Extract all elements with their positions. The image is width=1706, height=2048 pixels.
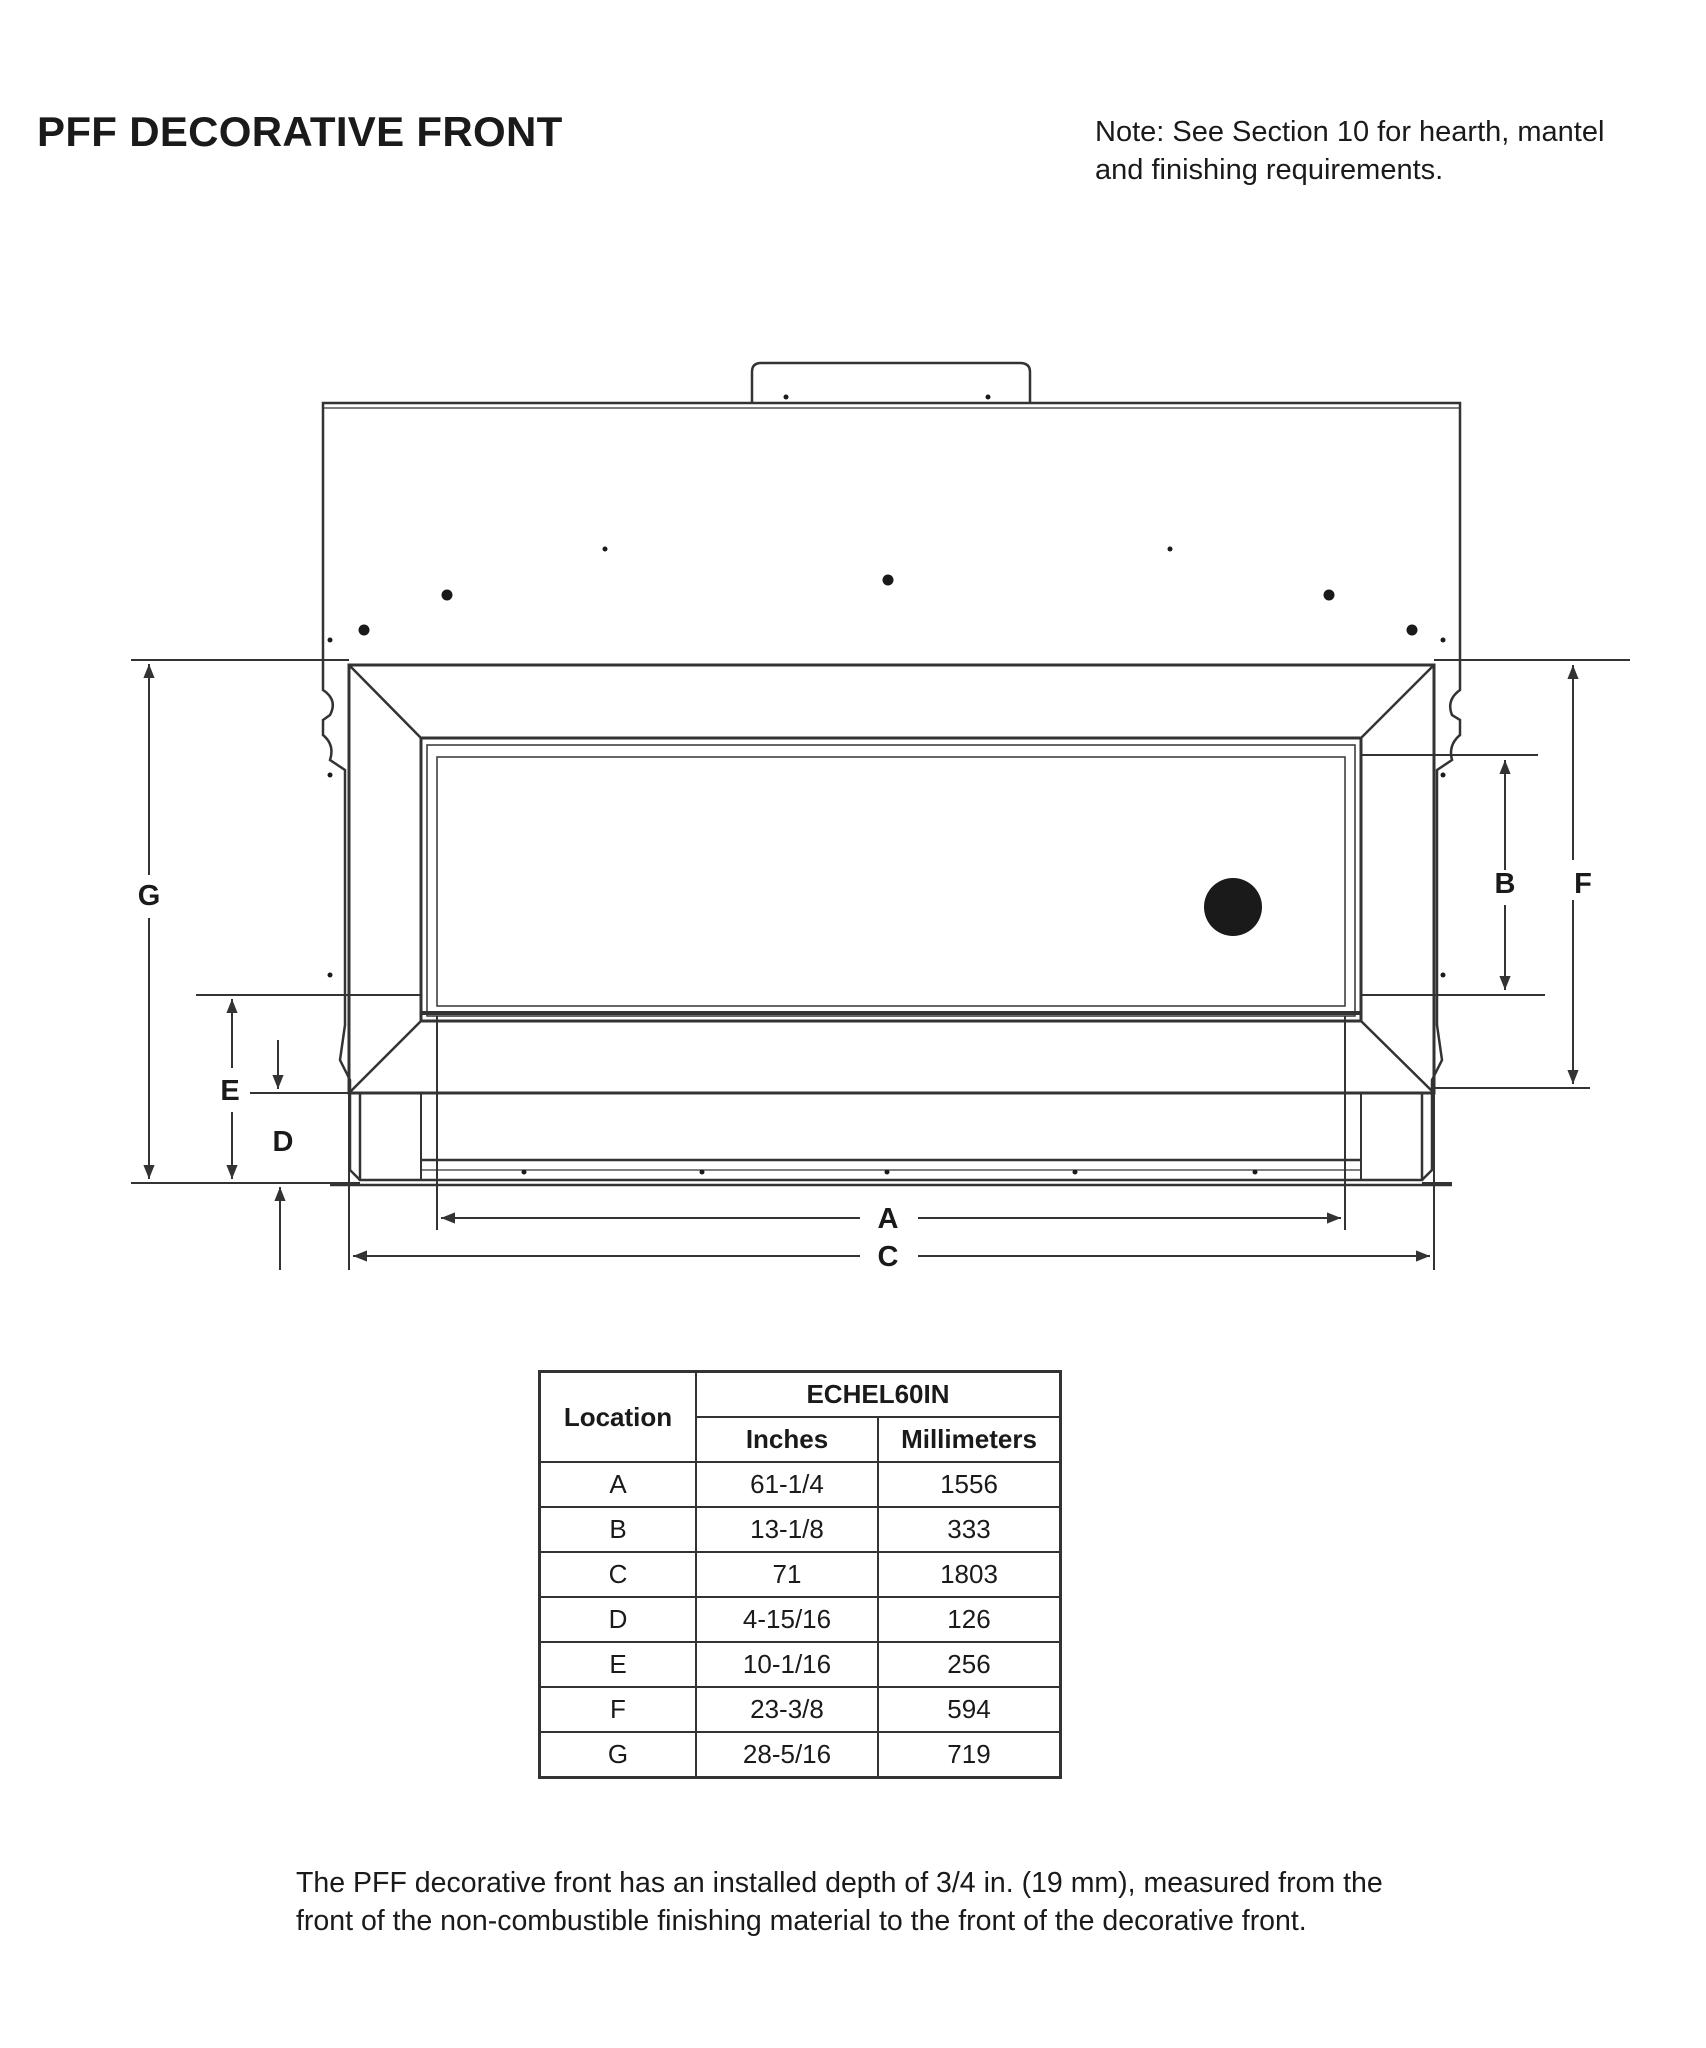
model-header: ECHEL60IN: [696, 1372, 1061, 1418]
dim-label-f: F: [1574, 868, 1592, 900]
inches-cell: 4-15/16: [696, 1597, 878, 1642]
location-cell: F: [540, 1687, 697, 1732]
pilot-burner-dot: [1204, 878, 1262, 936]
millimeters-header: Millimeters: [878, 1417, 1061, 1462]
dim-label-b: B: [1494, 868, 1516, 900]
location-cell: E: [540, 1642, 697, 1687]
dim-label-g: G: [137, 880, 161, 912]
note-line-1: Note: See Section 10 for hearth, mantel: [1095, 116, 1605, 148]
glass-outline: [427, 745, 1355, 1016]
glass-inner: [437, 757, 1345, 1006]
inches-header: Inches: [696, 1417, 878, 1462]
front-base: [360, 1093, 1422, 1180]
dim-label-a: A: [877, 1203, 899, 1235]
left-side-bracket: [323, 660, 360, 1180]
table-row: [540, 1687, 1061, 1732]
right-side-bracket: [1422, 660, 1460, 1180]
footer-line-2: front of the non-combustible finishing material to the front of the decorative front.: [296, 1905, 1307, 1937]
dim-label-d: D: [272, 1126, 294, 1158]
location-cell: D: [540, 1597, 697, 1642]
note-line-2: and finishing requirements.: [1095, 154, 1444, 186]
footer-line-1: The PFF decorative front has an installed depth of 3/4 in. (19 mm), measured from the: [296, 1867, 1383, 1899]
mm-cell: 1556: [878, 1462, 1061, 1507]
inches-cell: 28-5/16: [696, 1732, 878, 1778]
location-cell: G: [540, 1732, 697, 1778]
inches-cell: 23-3/8: [696, 1687, 878, 1732]
inches-cell: 10-1/16: [696, 1642, 878, 1687]
firebox-body: [323, 403, 1460, 660]
base-panel: [421, 1093, 1361, 1180]
dim-label-e: E: [220, 1075, 240, 1107]
location-cell: C: [540, 1552, 697, 1597]
decorative-front-outer: [349, 665, 1434, 1093]
decorative-front-opening: [421, 738, 1361, 1021]
table-row: [540, 1552, 1061, 1597]
inches-cell: 13-1/8: [696, 1507, 878, 1552]
page-title: PFF DECORATIVE FRONT: [37, 108, 563, 155]
dimensions-table: [538, 1370, 1062, 1779]
mm-cell: 594: [878, 1687, 1061, 1732]
inches-cell: 61-1/4: [696, 1462, 878, 1507]
mm-cell: 1803: [878, 1552, 1061, 1597]
mm-cell: 719: [878, 1732, 1061, 1778]
table-row: [540, 1732, 1061, 1778]
table-row: [540, 1507, 1061, 1552]
location-cell: B: [540, 1507, 697, 1552]
table-row: [540, 1642, 1061, 1687]
dim-label-c: C: [877, 1241, 899, 1273]
mm-cell: 333: [878, 1507, 1061, 1552]
table-row: [540, 1597, 1061, 1642]
mm-cell: 256: [878, 1642, 1061, 1687]
mm-cell: 126: [878, 1597, 1061, 1642]
table-row: [540, 1462, 1061, 1507]
location-header: Location: [540, 1372, 697, 1463]
installed-depth-note: [296, 1864, 1383, 1940]
location-cell: A: [540, 1462, 697, 1507]
inches-cell: 71: [696, 1552, 878, 1597]
